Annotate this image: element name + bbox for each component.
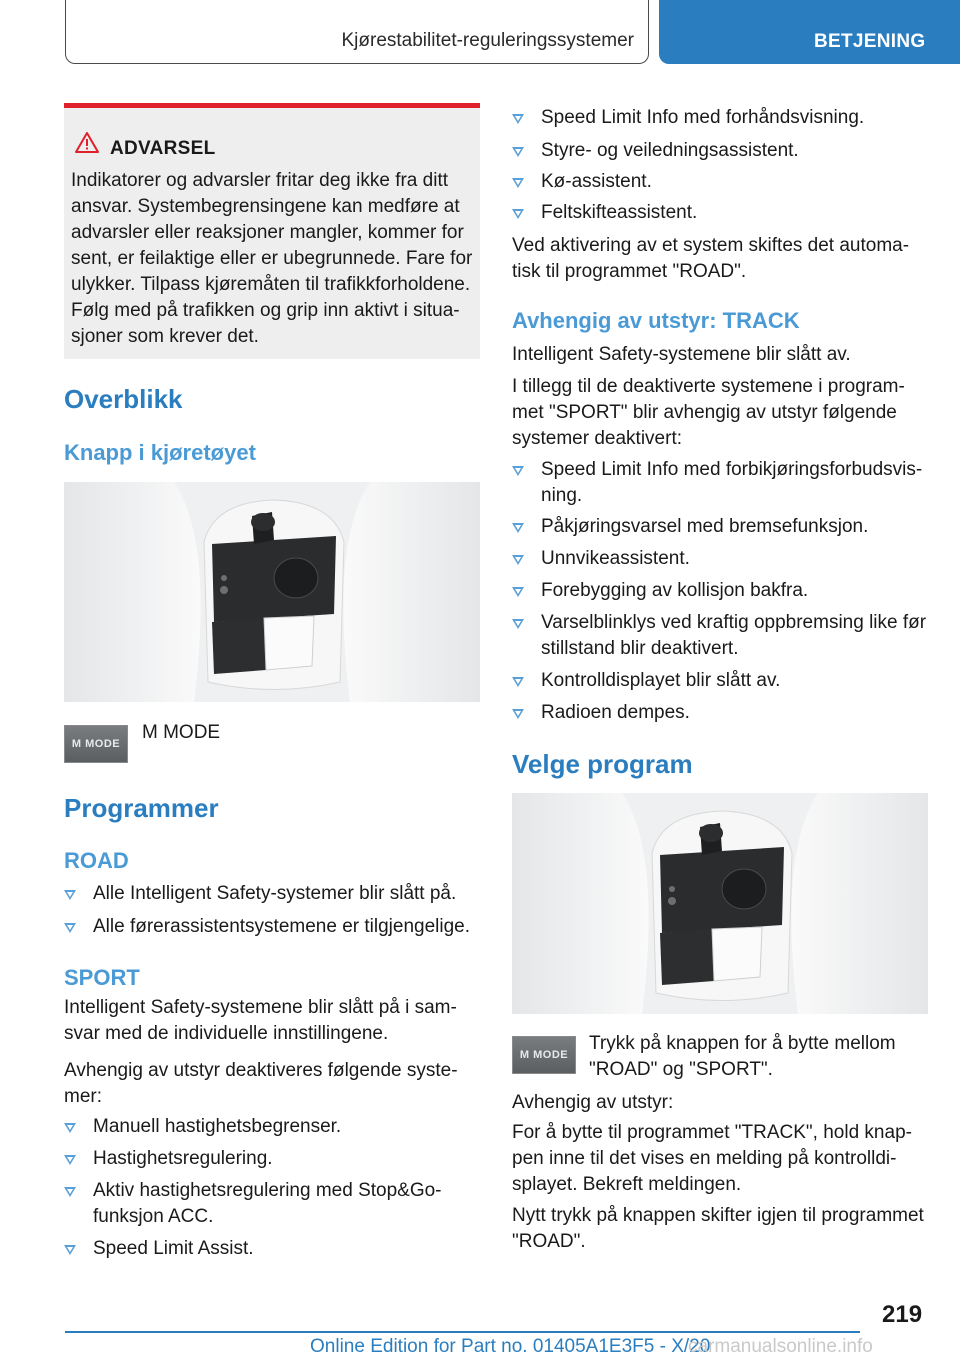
bullet-triangle-icon [64, 1245, 76, 1255]
console-photo [64, 482, 480, 702]
sport-paragraph-1: Intelligent Safety-systemene blir slått på i sam- svar med de individuelle innstillingene. [64, 997, 457, 1044]
press-caption: Trykk på knappen for å bytte mellom "ROAD" og "SPORT". [589, 1033, 896, 1080]
bullet-triangle-icon [64, 1155, 76, 1165]
warning-triangle-icon [74, 131, 100, 155]
page-number: 219 [882, 1301, 923, 1328]
warning-line: sjoner som krever det. [71, 326, 259, 347]
bullet-triangle-icon [512, 178, 524, 188]
bullet-triangle-icon [512, 619, 524, 629]
warning-line: ansvar. Systembegrensingene kan medføre at [71, 196, 460, 217]
bullet-triangle-icon [512, 677, 524, 687]
footer-edition: Online Edition for Part no. 01405A1E3F5 - X/20 [310, 1336, 711, 1357]
warning-line: Følg med på trafikken og grip inn aktivt i situa- [71, 300, 460, 321]
heading-overblikk: Overblikk [64, 384, 183, 414]
warning-line: Indikatorer og advarsler fritar deg ikke fra ditt [71, 170, 449, 191]
m-mode-button-image [512, 1036, 576, 1074]
sport-paragraph-2: Avhengig av utstyr deaktiveres følgende syste- mer: [64, 1060, 458, 1107]
footer-rule [65, 1331, 860, 1333]
bullet-triangle-icon [512, 523, 524, 533]
warning-line: ulykker. Tilpass kjøremåten til trafikkforholdene. [71, 274, 471, 295]
bullet-triangle-icon [512, 114, 524, 124]
warning-box [64, 103, 480, 359]
heading-track: Avhengig av utstyr: TRACK [512, 308, 800, 333]
console-illustration [512, 793, 928, 1014]
heading-road: ROAD [64, 848, 129, 873]
footer-watermark: carmanualsonline.info [688, 1336, 873, 1357]
bullet-triangle-icon [512, 555, 524, 565]
track-paragraph-2: I tillegg til de deaktiverte systemene i program- met "SPORT" blir avhengig av utstyr følgende systemer deaktivert: [512, 376, 905, 449]
warning-title: ADVARSEL [110, 138, 216, 159]
console-photo [512, 793, 928, 1014]
header-chapter-tab [659, 0, 960, 64]
heading-velge-program: Velge program [512, 749, 693, 779]
heading-knapp-i-kjoretoyet: Knapp i kjøretøyet [64, 440, 256, 465]
bullet-triangle-icon [512, 709, 524, 719]
m-mode-caption: M MODE [142, 722, 221, 743]
heading-sport: SPORT [64, 965, 140, 990]
header-section-box [65, 0, 649, 64]
activation-paragraph: Ved aktivering av et system skiftes det automa- tisk til programmet "ROAD". [512, 235, 910, 282]
bullet-triangle-icon [64, 1123, 76, 1133]
m-mode-button-label: M MODE [71, 738, 121, 750]
bullet-triangle-icon [512, 466, 524, 476]
m-mode-button-label: M MODE [519, 1049, 569, 1061]
track-instruction-paragraph: For å bytte til programmet "TRACK", hold knap- pen inne til det vises en melding på kontrolldi- splayet. Bekreft meldingen. [512, 1122, 912, 1195]
bullet-triangle-icon [64, 923, 76, 933]
console-illustration [64, 482, 480, 702]
heading-programmer: Programmer [64, 793, 219, 823]
warning-line: advarsler eller reaksjoner mangler, kommer for [71, 222, 464, 243]
equipment-paragraph: Avhengig av utstyr: [512, 1092, 674, 1113]
bullet-triangle-icon [512, 587, 524, 597]
bullet-triangle-icon [512, 147, 524, 157]
header-section-title: Kjørestabilitet-reguleringssystemer [341, 30, 634, 51]
track-paragraph-1: Intelligent Safety-systemene blir slått av. [512, 344, 851, 365]
bullet-triangle-icon [64, 890, 76, 900]
warning-text [71, 168, 476, 350]
warning-line: sent, er feilaktige eller er ubegrunnede. Fare for [71, 248, 473, 269]
bullet-triangle-icon [512, 209, 524, 219]
bullet-triangle-icon [64, 1187, 76, 1197]
header-chapter-title: BETJENING [814, 31, 926, 52]
m-mode-button-image [64, 725, 128, 763]
new-press-paragraph: Nytt trykk på knappen skifter igjen til programmet "ROAD". [512, 1205, 924, 1252]
